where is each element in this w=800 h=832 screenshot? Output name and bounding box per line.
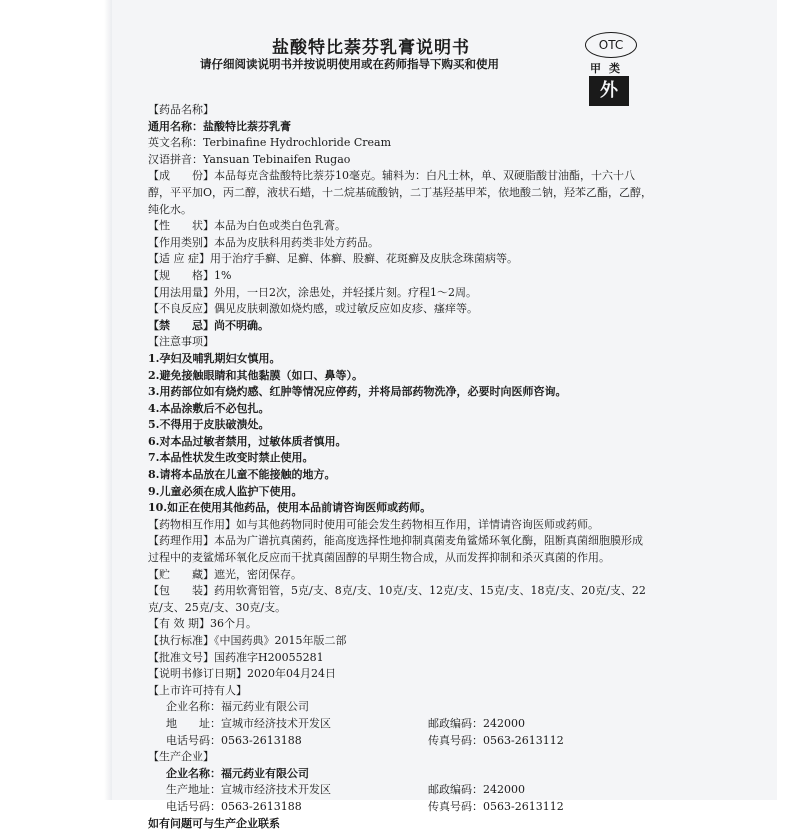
mah-header: 【上市许可持有人】 [148, 683, 247, 697]
precaution-item: 6.对本品过敏者禁用，过敏体质者慎用。 [148, 434, 347, 448]
manufacturer-fax: 传真号码：0563-2613112 [428, 799, 564, 813]
precaution-item: 2.避免接触眼睛和其他黏膜（如口、鼻等）。 [148, 368, 363, 382]
approval-section: 【批准文号】国药准字H20055281 [148, 650, 324, 664]
document-title: 盐酸特比萘芬乳膏说明书 [272, 38, 470, 58]
ingredients-section: 【成 份】本品每克含盐酸特比萘芬10毫克。辅料为：白凡士林，单、双硬脂酸甘油酯，十六十八醇，平平加O，丙二醇，液状石蜡，十二烷基硫酸钠，二丁基羟基甲苯，依地酸二钠，羟苯乙酯，乙醇，纯化水。 [148, 169, 653, 216]
dosage-section: 【用法用量】外用，一日2次，涂患处，并轻揉片刻。疗程1～2周。 [148, 285, 477, 299]
contraindications-section: 【禁 忌】尚不明确。 [148, 318, 269, 332]
storage-section: 【贮 藏】遮光，密闭保存。 [148, 567, 302, 581]
category-section: 【作用类别】本品为皮肤科用药类非处方药品。 [148, 235, 379, 249]
character-section: 【性 状】本品为白色或类白色乳膏。 [148, 219, 346, 233]
mah-address-row [148, 716, 653, 733]
precaution-item: 9.儿童必须在成人监护下使用。 [148, 484, 303, 498]
otc-class-label: 甲类 [590, 62, 628, 75]
standard-section: 【执行标准】《中国药典》2015年版二部 [148, 634, 347, 647]
footer-note: 如有问题可与生产企业联系 [148, 816, 280, 830]
precaution-item: 5.不得用于皮肤破溃处。 [148, 418, 270, 432]
manufacturer-phone: 电话号码：0563-2613188 [166, 799, 302, 813]
leaflet-content [148, 102, 653, 832]
precautions-header: 【注意事项】 [148, 335, 214, 349]
generic-name: 通用名称：盐酸特比萘芬乳膏 [148, 119, 291, 133]
mah-company: 企业名称：福元药业有限公司 [166, 700, 309, 714]
manufacturer-postcode: 邮政编码：242000 [428, 783, 525, 797]
precaution-item: 4.本品涂敷后不必包扎。 [148, 401, 270, 415]
manufacturer-address-row [148, 782, 653, 799]
package-section: 【包 装】药用软膏铝管，5克/支、8克/支、10克/支、12克/支、15克/支、18克/支、20克/支、22克/支、25克/支、30克/支。 [148, 584, 646, 614]
manufacturer-company: 企业名称：福元药业有限公司 [166, 766, 309, 780]
precaution-item: 8.请将本品放在儿童不能接触的地方。 [148, 468, 336, 482]
manufacturer-phone-row [148, 799, 653, 816]
otc-badge: OTC [585, 32, 637, 58]
pinyin-name: 汉语拼音：Yansuan Tebinaifen Rugao [148, 152, 351, 166]
drug-name-header: 【药品名称】 [148, 103, 214, 116]
indications-section: 【适 应 症】用于治疗手癣、足癣、体癣、股癣、花斑癣及皮肤念珠菌病等。 [148, 252, 518, 266]
precaution-item: 3.用药部位如有烧灼感、红肿等情况应停药，并将局部药物洗净，必要时向医师咨询。 [148, 385, 567, 399]
interactions-section: 【药物相互作用】如与其他药物同时使用可能会发生药物相互作用，详情请咨询医师或药师。 [148, 517, 599, 531]
mah-phone: 电话号码：0563-2613188 [166, 733, 302, 747]
revision-date-section: 【说明书修订日期】2020年04月24日 [148, 667, 336, 681]
pharmacology-section: 【药理作用】本品为广谱抗真菌药，能高度选择性地抑制真菌麦角鲨烯环氧化酶，阻断真菌细胞膜形成过程中的麦鲨烯环氧化反应而干扰真菌固醇的早期生物合成，从而发挥抑制和杀灭真菌的作用。 [148, 534, 643, 565]
adverse-reactions-section: 【不良反应】偶见皮肤刺激如烧灼感，或过敏反应如皮疹、瘙痒等。 [148, 302, 478, 316]
specification-section: 【规 格】1% [148, 268, 232, 282]
manufacturer-header: 【生产企业】 [148, 750, 214, 764]
english-name: 英文名称：Terbinafine Hydrochloride Cream [148, 136, 391, 150]
external-use-badge: 外 [589, 76, 629, 106]
mah-postcode: 邮政编码：242000 [428, 716, 525, 730]
precaution-item: 1.孕妇及哺乳期妇女慎用。 [148, 351, 281, 365]
document-subtitle: 请仔细阅读说明书并按说明使用或在药师指导下购买和使用 [200, 57, 499, 71]
mah-address: 地 址：宣城市经济技术开发区 [166, 716, 331, 730]
mah-fax: 传真号码：0563-2613112 [428, 733, 564, 747]
precaution-item: 10.如正在使用其他药品，使用本品前请咨询医师或药师。 [148, 501, 432, 515]
validity-section: 【有 效 期】36个月。 [148, 617, 257, 631]
mah-phone-row [148, 733, 653, 750]
precaution-item: 7.本品性状发生改变时禁止使用。 [148, 451, 314, 465]
manufacturer-address: 生产地址：宣城市经济技术开发区 [166, 783, 331, 797]
